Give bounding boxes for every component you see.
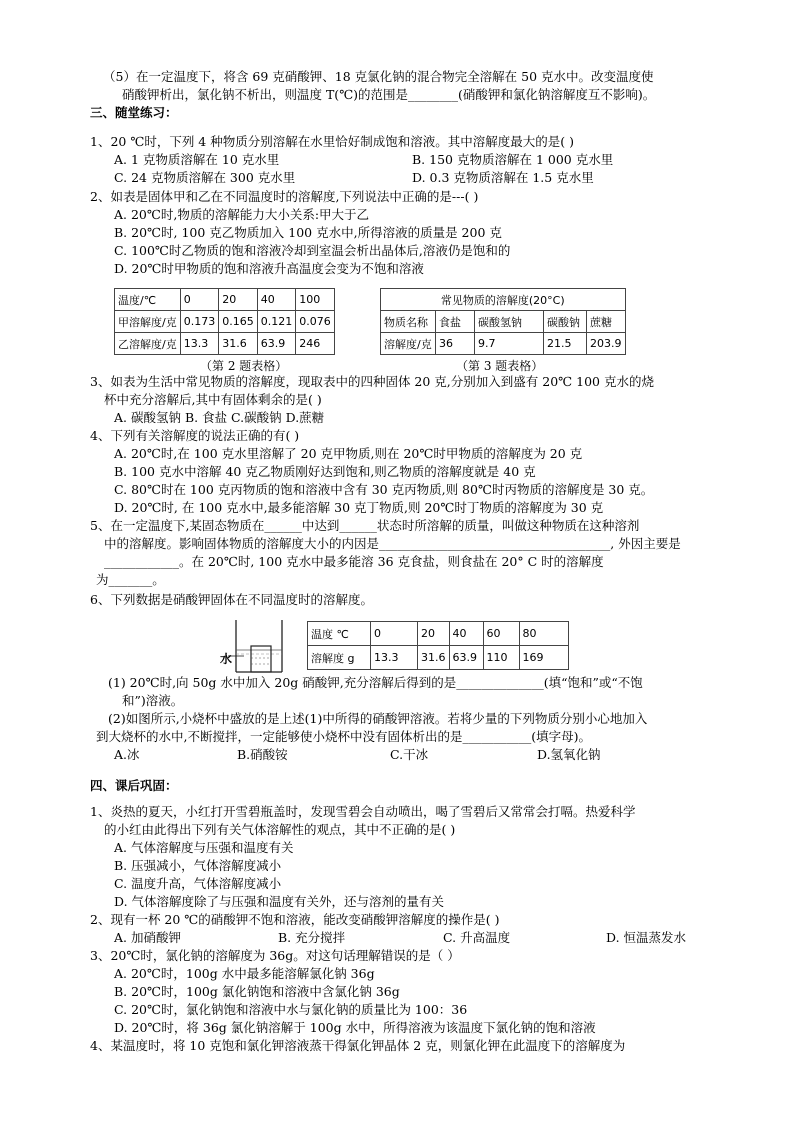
q3-solubility-table	[380, 288, 626, 355]
text-line: 4、下列有关溶解度的说法正确的有( )	[90, 428, 300, 443]
table-cell: 甲溶解度/克	[115, 311, 181, 333]
text-line: C. 20℃时，氯化钠饱和溶液中水与氯化钠的质量比为 100：36	[114, 1002, 468, 1017]
table-cell: 0	[180, 289, 219, 311]
text-line: A. 20℃时,在 100 克水里溶解了 20 克甲物质,则在 20℃时甲物质的溶解度为 20 克	[114, 446, 583, 461]
q2-solubility-table	[114, 288, 335, 355]
text-line: (1) 20℃时,向 50g 水中加入 20g 硝酸钾,充分溶解后得到的是______________(填“饱和”或“不饱	[108, 675, 643, 690]
table-cell: 乙溶解度/克	[115, 333, 181, 355]
table-row	[381, 289, 626, 311]
text-line: C. 温度升高，气体溶解度减小	[114, 876, 282, 891]
water-label: 水	[220, 652, 233, 666]
text-line: B.硝酸铵	[237, 747, 288, 762]
text-line: 4、某温度时，将 10 克饱和氯化钾溶液蒸干得氯化钾晶体 2 克，则氯化钾在此温度下的溶解度为	[90, 1038, 626, 1053]
text-line: (2)如图所示,小烧杯中盛放的是上述(1)中所得的硝酸钾溶液。若将少量的下列物质分别小心地加入	[108, 711, 648, 726]
text-line: C. 100℃时乙物质的饱和溶液冷却到室温会析出晶体后,溶液仍是饱和的	[114, 243, 511, 258]
text-line: B. 充分搅拌	[278, 930, 346, 945]
text-line: 为_______。	[96, 572, 165, 587]
text-line: A. 气体溶解度与压强和温度有关	[114, 840, 294, 855]
table-cell: 36	[436, 333, 475, 355]
text-line: A.冰	[114, 747, 140, 762]
table-cell: 100	[296, 289, 335, 311]
q6-solubility-table	[307, 621, 569, 670]
text-line: C. 24 克物质溶解在 300 克水里	[114, 170, 296, 185]
table-cell: 110	[483, 646, 519, 670]
table-title: 常见物质的溶解度(20°C)	[381, 289, 626, 311]
table-cell: 蔗糖	[587, 311, 626, 333]
text-line: D.氢氧化钠	[537, 747, 601, 762]
table-row	[381, 311, 626, 333]
text-line: D. 20℃时甲物质的饱和溶液升高温度会变为不饱和溶液	[114, 261, 424, 276]
q3-table-caption: （第 3 题表格）	[456, 359, 544, 373]
text-line: A. 1 克物质溶解在 10 克水里	[114, 152, 280, 167]
table-cell: 碳酸氢钠	[475, 311, 544, 333]
text-line: 硝酸钾析出，氯化钠不析出，则温度 T(℃)的范围是________(硝酸钾和氯化钠溶解度互不影响)。	[122, 87, 656, 102]
table-row	[381, 333, 626, 355]
table-cell: 169	[519, 646, 568, 670]
table-cell: 40	[257, 289, 296, 311]
table-cell: 溶解度/克	[381, 333, 436, 355]
table-cell: 0	[371, 622, 418, 646]
text-line: 5、在一定温度下,某固态物质在______中达到______状态时所溶解的质量，叫做这种物质在这种溶剂	[90, 518, 640, 533]
table-cell: 0.173	[180, 311, 219, 333]
text-line: B. 20℃时，100g 氯化钠饱和溶液中含氯化钠 36g	[114, 984, 400, 999]
table-cell: 80	[519, 622, 568, 646]
text-line: D. 20℃时, 在 100 克水中,最多能溶解 30 克丁物质,则 20℃时丁物质的溶解度为 30 克	[114, 500, 604, 515]
text-line: B. 100 克水中溶解 40 克乙物质刚好达到饱和,则乙物质的溶解度就是 40 克	[114, 464, 536, 479]
section-heading: 四、课后巩固：	[90, 778, 178, 793]
table-row	[115, 333, 335, 355]
table-cell: 246	[296, 333, 335, 355]
text-line: D. 恒温蒸发水	[606, 930, 687, 945]
table-cell: 203.9	[587, 333, 626, 355]
text-line: 2、现有一杯 20 ℃的硝酸钾不饱和溶液，能改变硝酸钾溶解度的操作是( )	[90, 912, 500, 927]
text-line: （5）在一定温度下，将含 69 克硝酸钾、18 克氯化钠的混合物完全溶解在 50 克水中。改变温度使	[103, 69, 654, 84]
text-line: 3、20℃时，氯化钠的溶解度为 36g。对这句话理解错误的是（ ）	[90, 948, 460, 963]
table-cell: 物质名称	[381, 311, 436, 333]
text-line: 到大烧杯的水中,不断搅拌，一定能够使小烧杯中没有固体析出的是___________(填字母)。	[96, 729, 591, 744]
text-line: D. 20℃时，将 36g 氯化钠溶解于 100g 水中，所得溶液为该温度下氯化钠的饱和溶液	[114, 1020, 596, 1035]
table-cell: 9.7	[475, 333, 544, 355]
table-cell: 60	[483, 622, 519, 646]
table-cell: 20	[418, 622, 450, 646]
text-line: 1、20 ℃时，下列 4 种物质分别溶解在水里恰好制成饱和溶液。其中溶解度最大的是( )	[90, 134, 574, 149]
table-cell: 温度 ℃	[308, 622, 371, 646]
table-cell: 13.3	[371, 646, 418, 670]
table-cell: 0.121	[257, 311, 296, 333]
text-line: C. 80℃时在 100 克丙物质的饱和溶液中含有 30 克丙物质,则 80℃时丙物质的溶解度是 30 克。	[114, 482, 654, 497]
text-line: C.干冰	[390, 747, 429, 762]
table-cell: 0.165	[219, 311, 258, 333]
text-line: A. 20℃时,物质的溶解能力大小关系:甲大于乙	[114, 207, 370, 222]
table-cell: 温度/℃	[115, 289, 181, 311]
text-line: B. 压强减小，气体溶解度减小	[114, 858, 282, 873]
table-cell: 40	[449, 622, 483, 646]
table-cell: 13.3	[180, 333, 219, 355]
text-line: B. 20℃时, 100 克乙物质加入 100 克水中,所得溶液的质量是 200 克	[114, 225, 502, 240]
text-line: B. 150 克物质溶解在 1 000 克水里	[412, 152, 614, 167]
table-cell: 溶解度 g	[308, 646, 371, 670]
table-cell: 0.076	[296, 311, 335, 333]
text-line: 杯中充分溶解后,其中有固体剩余的是( )	[104, 392, 322, 407]
table-cell: 63.9	[257, 333, 296, 355]
table-cell: 21.5	[544, 333, 587, 355]
table-row	[115, 311, 335, 333]
table-cell: 31.6	[219, 333, 258, 355]
table-cell: 63.9	[449, 646, 483, 670]
table-row	[308, 622, 569, 646]
q2-table-caption: （第 2 题表格）	[200, 359, 288, 373]
table-cell: 31.6	[418, 646, 450, 670]
text-line: 中的溶解度。影响固体物质的溶解度大小的内因是_____________________________________, 外因主要是	[104, 536, 681, 551]
table-row	[308, 646, 569, 670]
text-line: 和”)溶液。	[122, 693, 184, 708]
text-line: A. 碳酸氢钠 B. 食盐 C.碳酸钠 D.蔗糖	[114, 410, 325, 425]
text-line: D. 气体溶解度除了与压强和温度有关外，还与溶剂的量有关	[114, 894, 445, 909]
table-cell: 碳酸钠	[544, 311, 587, 333]
text-line: A. 加硝酸钾	[114, 930, 181, 945]
text-line: A. 20℃时，100g 水中最多能溶解氯化钠 36g	[114, 966, 375, 981]
text-line: C. 升高温度	[443, 930, 511, 945]
text-line: ____________。在 20℃时, 100 克水中最多能溶 36 克食盐，则食盐在 20° C 时的溶解度	[104, 554, 604, 569]
text-line: 的小红由此得出下列有关气体溶解性的观点，其中不正确的是( )	[104, 822, 456, 837]
text-line: 3、如表为生活中常见物质的溶解度，现取表中的四种固体 20 克,分别加入到盛有 20℃ 100 克水的烧	[90, 374, 654, 389]
text-line: D. 0.3 克物质溶解在 1.5 克水里	[412, 170, 594, 185]
text-line: 6、下列数据是硝酸钾固体在不同温度时的溶解度。	[90, 592, 373, 607]
section-heading: 三、随堂练习：	[90, 105, 178, 120]
text-line: 2、如表是固体甲和乙在不同温度时的溶解度,下列说法中正确的是---( )	[90, 189, 479, 204]
text-line: 1、炎热的夏天，小红打开雪碧瓶盖时，发现雪碧会自动喷出，喝了雪碧后又常常会打嗝。热爱科学	[90, 804, 636, 819]
table-cell: 20	[219, 289, 258, 311]
table-row	[115, 289, 335, 311]
table-cell: 食盐	[436, 311, 475, 333]
